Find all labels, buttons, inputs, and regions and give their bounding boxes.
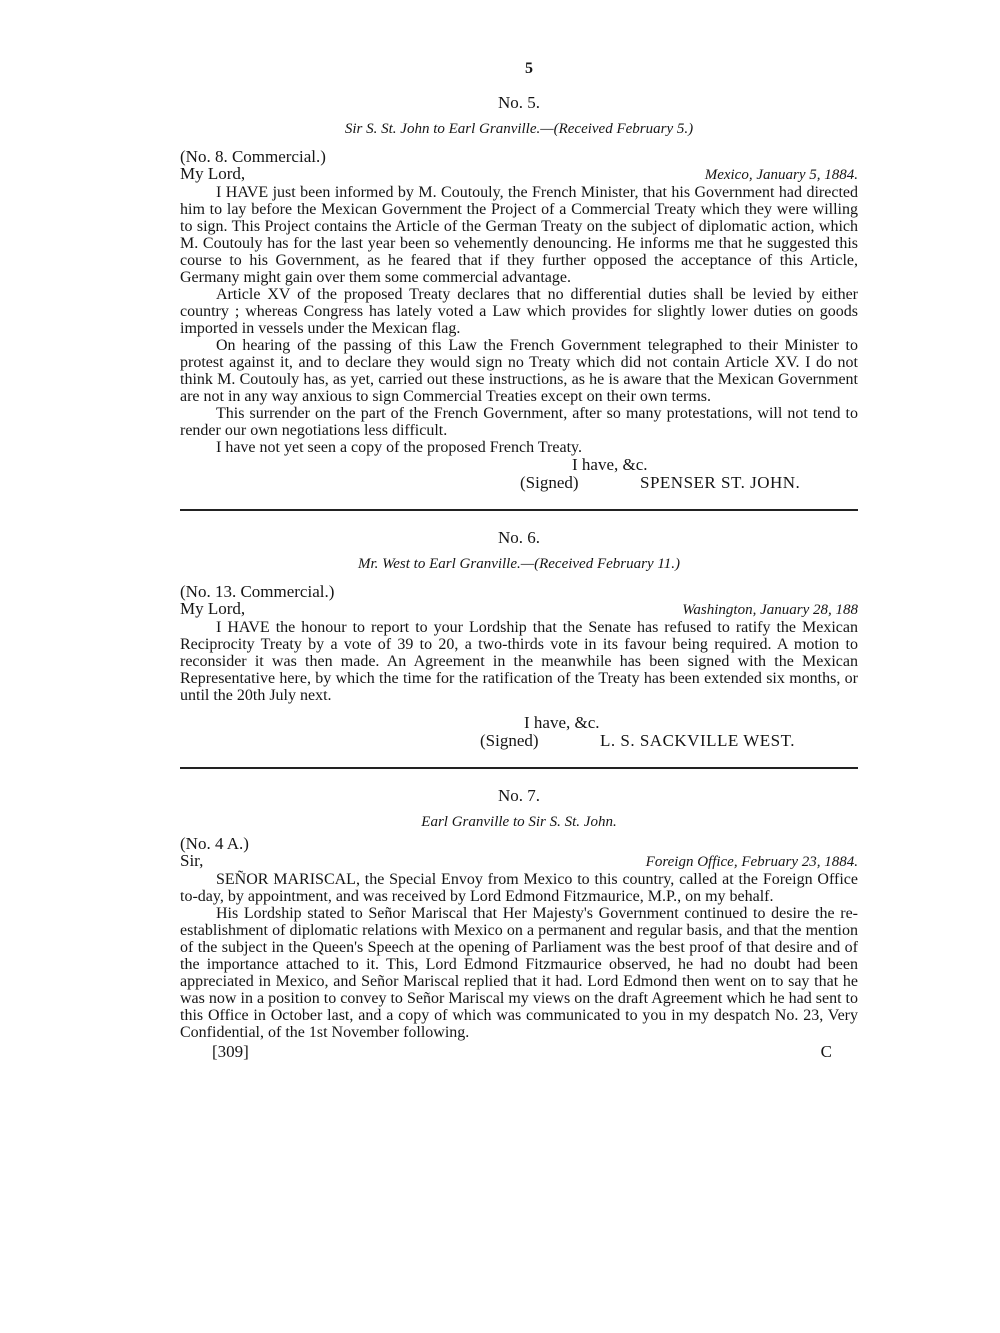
paragraph: On hearing of the passing of this Law the French Government telegraphed to their Minister to protest against it, and to declare they would sign no Treaty which did not contain Article XV. I do not think M. Coutouly has, as yet, carried out these instructions, as he is aware that the Mexican Government are not in any way anxious to sign Commercial Treaties except on their own terms.: [180, 337, 858, 405]
despatch-no-7: [180, 783, 858, 1041]
signature-row: [180, 473, 858, 493]
salutation: My Lord,: [180, 164, 246, 183]
despatch-reference: (No. 13. Commercial.): [180, 582, 335, 601]
paragraph: His Lordship stated to Señor Mariscal that Her Majesty's Government continued to desire the re-establishment of diplomatic relations with Mexico on a permanent and regular basis, and that the mention of the subject in the Queen's Speech at the opening of Parliament was the best proof of that desire and of the importance attached to it. This, Lord Edmond Fitzmaurice observed, he had no doubt had been appreciated in Mexico, and Señor Mariscal replied that it had. Lord Edmond then went on to say that he was now in a position to convey to Señor Mariscal my views on the draft Agreement which he had sent to this Office in October last, and a copy of which was communicated to you in my despatch No. 23, Very Confidential, of the 1st November following.: [180, 905, 858, 1041]
signed-label: (Signed): [480, 731, 539, 750]
place-date: Foreign Office, February 23, 1884.: [645, 854, 858, 870]
paragraph: I HAVE the honour to report to your Lordship that the Senate has refused to ratify the Mexican Reciprocity Treaty by a vote of 39 to 20, a two-thirds vote in its favour being required. A motion to reconsider it was then made. An Agreement in the meanwhile has been signed with the Mexican Representative here, by which the time for the ratification of the Treaty has been extended six months, or until the 20th July next.: [180, 619, 858, 704]
despatch-reference: (No. 4 A.): [180, 834, 249, 853]
despatch-no-5: [180, 90, 858, 493]
paragraph: SEÑOR MARISCAL, the Special Envoy from Mexico to this country, called at the Foreign Office to-day, by appointment, and was received by Lord Edmond Fitzmaurice, M.P., on my behalf.: [180, 871, 858, 905]
signature-mark: C: [820, 1042, 832, 1061]
salutation: My Lord,: [180, 599, 246, 618]
despatch-reference: (No. 8. Commercial.): [180, 147, 326, 166]
despatch-header: Sir S. St. John to Earl Granville.—(Received February 5.): [344, 121, 694, 137]
salutation-row: [180, 852, 858, 871]
salutation-row: [180, 165, 858, 184]
paragraph: This surrender on the part of the French Government, after so many protestations, will not tend to render our own negotiations less difficult.: [180, 405, 858, 439]
section-divider: [180, 767, 858, 769]
signature-row: [180, 731, 858, 751]
closing: I have, &c.: [524, 713, 600, 732]
despatch-number: No. 7.: [497, 786, 541, 805]
place-date: Mexico, January 5, 1884.: [704, 167, 858, 183]
despatch-number: No. 6.: [497, 528, 541, 547]
salutation-row: [180, 600, 858, 619]
place-date: Washington, January 28, 188: [682, 602, 858, 618]
closing: I have, &c.: [572, 455, 648, 474]
paragraph: Article XV of the proposed Treaty declares that no differential duties shall be levied by either country ; whereas Congress has lately voted a Law which provides for slightly lower duties on goods imported in vessels under the Mexican flag.: [180, 286, 858, 337]
page-footer: [180, 1043, 858, 1061]
despatch-no-6: [180, 525, 858, 751]
paragraph: I HAVE just been informed by M. Coutouly, the French Minister, that his Government had directed him to lay before the Mexican Government the Project of a Commercial Treaty which they were willing to sign. This Project contains the Article of the German Treaty on the subject of diplomatic action, which M. Coutouly has for the last year been so vehemently denouncing. He informs me that he suggested this course to his Government, as he feared that if they further opposed the acceptance of this Article, Germany might gain over them some commercial advantage.: [180, 184, 858, 286]
despatch-header: Earl Granville to Sir S. St. John.: [421, 814, 617, 830]
despatch-header: Mr. West to Earl Granville.—(Received February 11.): [357, 556, 680, 572]
page-content: [180, 60, 858, 1061]
signatory-name: L. S. SACKVILLE WEST.: [600, 731, 795, 750]
paragraph: I have not yet seen a copy of the proposed French Treaty.: [216, 439, 582, 456]
printer-mark: [309]: [212, 1042, 249, 1061]
section-divider: [180, 509, 858, 511]
signatory-name: SPENSER ST. JOHN.: [640, 473, 801, 492]
page-number: 5: [525, 60, 533, 77]
salutation: Sir,: [180, 851, 204, 870]
despatch-number: No. 5.: [497, 93, 541, 112]
signed-label: (Signed): [520, 473, 579, 492]
